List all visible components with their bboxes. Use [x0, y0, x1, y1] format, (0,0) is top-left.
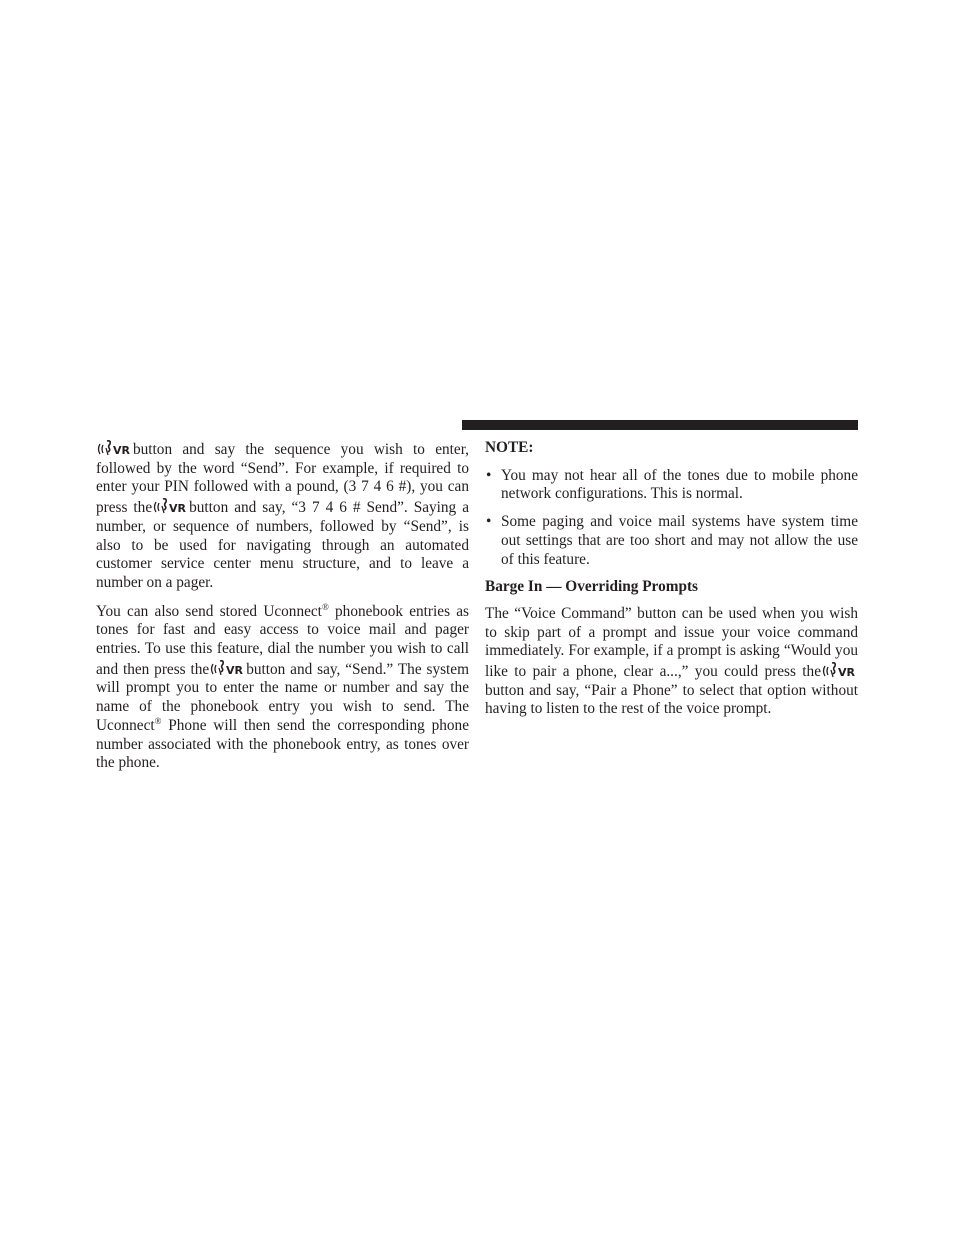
paragraph-text: button and say, “3 7 4 6 # Send”. Saying a number, or sequence of numbers, followed by “Send”, is also to be used for navigating through an automated customer service center menu structure, and to leave a number on a pager. — [96, 499, 469, 591]
section-divider-bar — [462, 420, 858, 430]
list-item-text: You may not hear all of the tones due to mobile phone network configurations. This is normal. — [501, 466, 858, 503]
registered-mark: ® — [321, 601, 329, 612]
section-heading: Barge In — Overriding Prompts — [485, 578, 699, 596]
paragraph-barge-in — [485, 605, 858, 719]
voice-recognition-icon — [209, 659, 245, 677]
voice-recognition-icon — [821, 661, 857, 679]
paragraph-send-sequence — [96, 439, 469, 593]
left-column — [96, 439, 469, 783]
paragraph-text: You can also send stored Uconnect — [96, 602, 322, 620]
note-heading: NOTE: — [485, 439, 534, 456]
note-list — [485, 467, 858, 570]
voice-recognition-icon — [96, 439, 132, 457]
voice-recognition-icon — [152, 497, 188, 515]
svg-text:VR: VR — [113, 444, 130, 457]
right-column — [485, 439, 858, 729]
list-item — [485, 467, 858, 504]
paragraph-text: button and say, “Pair a Phone” to select that option without having to listen to the rest of the voice prompt. — [485, 681, 858, 718]
registered-mark: ® — [154, 715, 162, 726]
list-item — [485, 513, 858, 569]
svg-text:VR: VR — [226, 663, 244, 677]
paragraph-text: button and say the sequence you wish to enter, followed by the word “Send”. For example, if required to enter your PIN followed with a pound, (3 7 4 6 #), you can press the — [96, 441, 469, 517]
paragraph-text: phonebook entries as tones for fast and easy access to voice mail and pager entries. To use this feature, dial the number you wish to call and then press the — [96, 602, 470, 678]
bullet-marker: • — [486, 513, 492, 531]
svg-text:VR: VR — [169, 502, 187, 516]
paragraph-phonebook-tones — [96, 603, 469, 773]
list-item-text: Some paging and voice mail systems have system time out settings that are too short and may not allow the use of this feature. — [501, 513, 858, 568]
svg-text:VR: VR — [838, 666, 855, 680]
bullet-marker: • — [486, 466, 492, 484]
paragraph-text: Phone will then send the corresponding phone number associated with the phonebook entry, as tones over the phone. — [96, 716, 469, 772]
paragraph-text: The “Voice Command” button can be used when you wish to skip part of a prompt and issue your voice command immediately. For example, if a prompt is asking “Would you like to pair a phone, clear a...,” you could press the — [485, 604, 858, 681]
paragraph-text: button and say, “Send.” The system will prompt you to enter the name or number and say the name of the phonebook entry you wish to send. The Uconnect — [96, 660, 469, 734]
